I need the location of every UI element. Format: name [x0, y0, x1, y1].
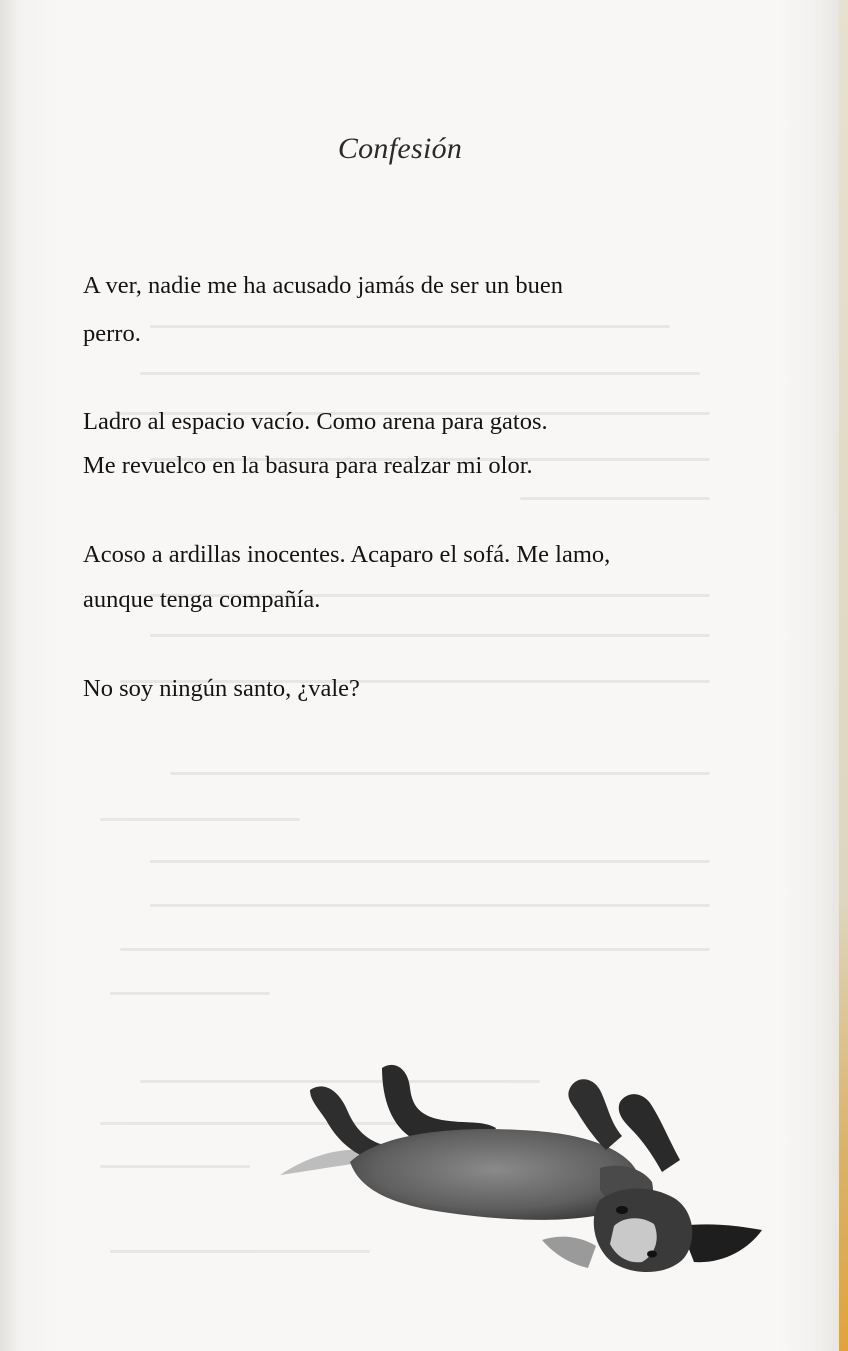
- dog-ear-left: [542, 1237, 596, 1268]
- stanza-3-line-2: aunque tenga compañía.: [83, 586, 321, 613]
- page-edge: [839, 0, 848, 1351]
- dog-ear-right: [680, 1224, 762, 1262]
- poem-title: Confesión: [337, 132, 463, 165]
- stanza-1-line-2: perro.: [83, 320, 141, 347]
- stanza-1-line-1: A ver, nadie me ha acusado jamás de ser un buen: [83, 272, 563, 299]
- stanza-2-line-1: Ladro al espacio vacío. Como arena para gatos.: [83, 408, 548, 435]
- stanza-3-line-1: Acoso a ardillas inocentes. Acaparo el sofá. Me lamo,: [83, 541, 611, 568]
- dog-nose: [647, 1251, 657, 1258]
- stanza-2-line-2: Me revuelco en la basura para realzar mi olor.: [83, 452, 533, 479]
- dog-body: [350, 1129, 640, 1220]
- stanza-4-line-1: No soy ningún santo, ¿vale?: [83, 675, 360, 702]
- dog-rolling-on-back-icon: [270, 1050, 770, 1290]
- dog-eye: [616, 1206, 628, 1214]
